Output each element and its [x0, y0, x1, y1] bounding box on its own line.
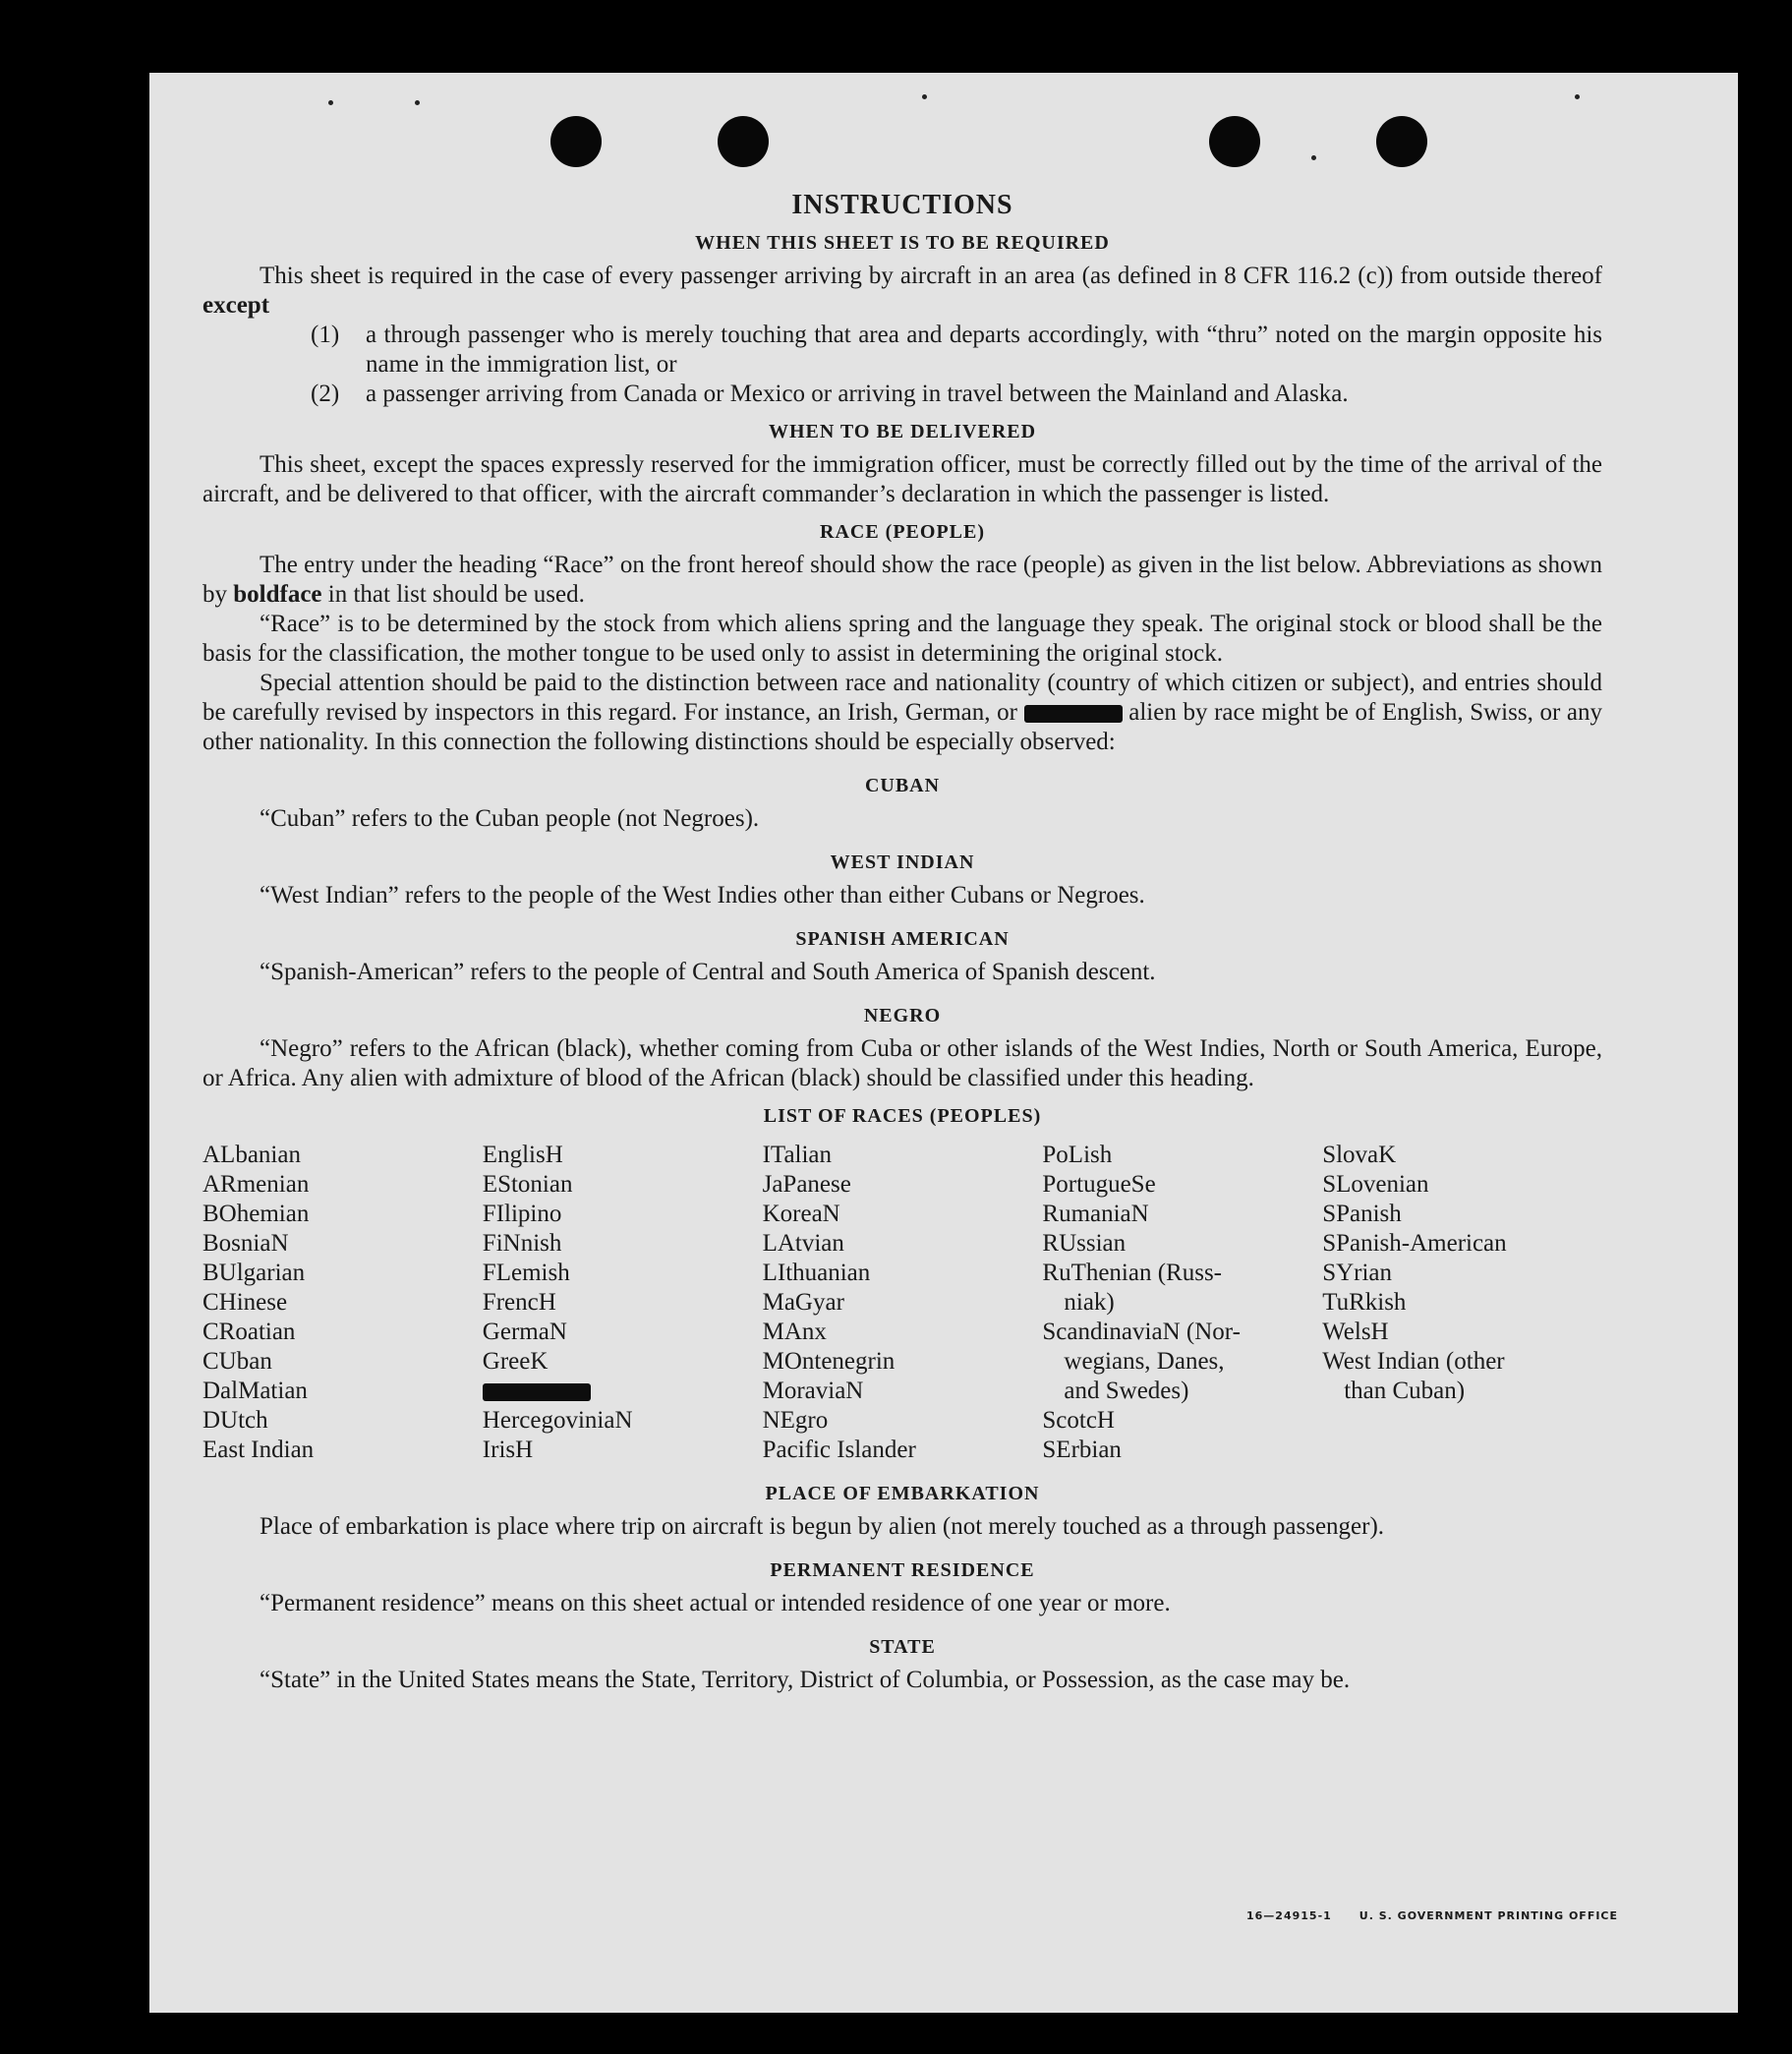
required-intro-text: This sheet is required in the case of every passenger arriving by aircraft in an area (as defined in 8 CFR 116.2 (c)) from outside thereof	[260, 263, 1602, 289]
race-entry: CHinese	[202, 1289, 288, 1316]
negro-text: “Negro” refers to the African (black), whether coming from Cuba or other islands of the West Indies, North or South America, Europe, or Africa. Any alien with admixture of blood of the African (black) should be classified under this heading.	[202, 1035, 1602, 1091]
race-entry: HercegoviniaN	[482, 1407, 633, 1434]
race-entry: MoraviaN	[762, 1378, 864, 1404]
race-entry: BOhemian	[202, 1201, 310, 1227]
race-entry: Pacific Islander	[762, 1437, 916, 1463]
required-intro	[202, 262, 1602, 321]
form-number: 16—24915-1	[1246, 1909, 1332, 1922]
print-footer	[1246, 1909, 1646, 1922]
race-entry: BUlgarian	[202, 1260, 306, 1286]
redaction-mark	[483, 1383, 591, 1401]
race-entry: SErbian	[1042, 1437, 1122, 1463]
race-entry: SPanish-American	[1322, 1230, 1507, 1257]
race-entry: MaGyar	[762, 1289, 844, 1316]
race-paragraph-2: “Race” is to be determined by the stock from which aliens spring and the language they speak. The original stock or blood shall be the basis for the classification, the mother tongue to be used only to assist in determining the original stock.	[202, 611, 1602, 667]
race-entry: ScandinaviaN (Nor-	[1042, 1319, 1241, 1345]
punch-hole	[550, 116, 602, 167]
race-entry: SLovenian	[1322, 1171, 1429, 1198]
heading-west-indian: WEST INDIAN	[830, 851, 975, 873]
race-p3-text: Special attention should be paid to the distinction between race and nationality (country of which citizen or subject), and entries should be carefully revised by inspectors in this regard. For instance, an Irish, German, or	[202, 670, 1602, 726]
speck	[328, 100, 333, 105]
race-entry: ScotcH	[1042, 1407, 1115, 1434]
race-entry: IrisH	[482, 1437, 534, 1463]
heading-permanent-residence: PERMANENT RESIDENCE	[770, 1559, 1035, 1581]
race-entry: LIthuanian	[762, 1260, 871, 1286]
heading-negro: NEGRO	[863, 1005, 942, 1027]
race-entry-continued: wegians, Danes,	[1064, 1348, 1225, 1375]
cuban-text: “Cuban” refers to the Cuban people (not Negroes).	[260, 805, 760, 832]
heading-race: RACE (PEOPLE)	[820, 521, 985, 543]
race-p1-text-end: in that list should be used.	[327, 581, 585, 608]
delivered-text: This sheet, except the spaces expressly reserved for the immigration officer, must be correctly filled out by the time of the arrival of the aircraft, and be delivered to that officer, with the aircraft commander’s declaration in which the passenger is listed.	[202, 451, 1602, 507]
race-entry-continued: than Cuban)	[1344, 1378, 1466, 1404]
races-column-4	[1042, 1141, 1322, 1465]
race-paragraph-1	[202, 551, 1602, 610]
race-entry: MAnx	[762, 1319, 827, 1345]
heading-cuban: CUBAN	[864, 775, 941, 796]
required-item	[202, 321, 1602, 380]
race-entry: PoLish	[1042, 1142, 1113, 1168]
race-entry: SPanish	[1322, 1201, 1402, 1227]
document-sheet	[149, 73, 1738, 2013]
heading-state: STATE	[869, 1636, 936, 1658]
race-entry: FIlipino	[482, 1201, 562, 1227]
race-entry: FiNnish	[482, 1230, 562, 1257]
page-title: INSTRUCTIONS	[791, 190, 1013, 220]
race-entry: CRoatian	[202, 1319, 296, 1345]
race-entry: NEgro	[762, 1407, 829, 1434]
item-number: (2)	[311, 381, 340, 407]
punch-hole	[718, 116, 769, 167]
race-paragraph-3	[202, 669, 1602, 757]
heading-required: WHEN THIS SHEET IS TO BE REQUIRED	[695, 232, 1110, 254]
redaction-mark	[1024, 705, 1123, 723]
speck	[922, 94, 927, 99]
race-entry: East Indian	[202, 1437, 315, 1463]
race-entry: BosniaN	[202, 1230, 289, 1257]
heading-spanish-american: SPANISH AMERICAN	[795, 928, 1010, 950]
race-entry: ARmenian	[202, 1171, 310, 1198]
races-column-1	[202, 1141, 483, 1465]
race-entry-redacted	[483, 1377, 763, 1406]
race-p1-text: The entry under the heading “Race” on the front hereof should show the race (people) as given in the list below. Abbreviations as shown by	[202, 552, 1602, 608]
race-p1-boldface: boldface	[233, 581, 322, 608]
speck	[1311, 155, 1316, 160]
races-column-5	[1322, 1141, 1602, 1465]
embarkation-text: Place of embarkation is place where trip on aircraft is begun by alien (not merely touched as a through passenger).	[260, 1513, 1385, 1540]
punch-hole	[1209, 116, 1260, 167]
race-entry: FrencH	[482, 1289, 556, 1316]
race-entry: ALbanian	[202, 1142, 301, 1168]
races-list	[202, 1141, 1602, 1465]
race-entry: PortugueSe	[1042, 1171, 1156, 1198]
race-entry: GermaN	[482, 1319, 567, 1345]
speck	[1575, 94, 1580, 99]
item-number: (1)	[311, 322, 340, 348]
race-entry: FLemish	[482, 1260, 570, 1286]
speck	[415, 100, 420, 105]
race-entry: MOntenegrin	[762, 1348, 896, 1375]
punch-hole	[1376, 116, 1427, 167]
race-entry: GreeK	[482, 1348, 549, 1375]
race-entry: SYrian	[1322, 1260, 1393, 1286]
heading-list-of-races: LIST OF RACES (PEOPLES)	[763, 1105, 1042, 1127]
race-entry: RuThenian (Russ-	[1042, 1260, 1223, 1286]
heading-embarkation: PLACE OF EMBARKATION	[765, 1483, 1040, 1504]
race-entry: RumaniaN	[1042, 1201, 1149, 1227]
races-column-3	[763, 1141, 1043, 1465]
race-p3-text-end: alien by race might be of English, Swiss, or any other nationality. In this connection the following distinctions should be especially observed:	[202, 699, 1603, 755]
required-item	[202, 380, 1602, 409]
race-entry: CUban	[202, 1348, 272, 1375]
races-column-2	[483, 1141, 763, 1465]
west-indian-text: “West Indian” refers to the people of the West Indies other than either Cubans or Negroes.	[260, 882, 1145, 909]
race-entry: JaPanese	[762, 1171, 851, 1198]
race-entry: TuRkish	[1322, 1289, 1407, 1316]
item-text: a passenger arriving from Canada or Mexico or arriving in travel between the Mainland and Alaska.	[366, 381, 1349, 407]
item-text: a through passenger who is merely touching that area and departs accordingly, with “thru” noted on the margin opposite his name in the immigration list, or	[366, 322, 1602, 378]
race-entry: DalMatian	[202, 1378, 308, 1404]
heading-delivered: WHEN TO BE DELIVERED	[768, 421, 1037, 442]
race-entry: ITalian	[762, 1142, 833, 1168]
race-entry: RUssian	[1042, 1230, 1127, 1257]
state-text: “State” in the United States means the State, Territory, District of Columbia, or Possession, as the case may be.	[260, 1667, 1351, 1693]
race-entry-continued: and Swedes)	[1064, 1378, 1189, 1404]
spanish-american-text: “Spanish-American” refers to the people of Central and South America of Spanish descent.	[260, 959, 1156, 985]
race-entry: KoreaN	[762, 1201, 840, 1227]
instructions-content	[202, 191, 1602, 1695]
race-entry: WelsH	[1322, 1319, 1389, 1345]
required-intro-except: except	[202, 292, 270, 319]
race-entry: EStonian	[482, 1171, 573, 1198]
race-entry-continued: niak)	[1064, 1289, 1115, 1316]
race-entry: SlovaK	[1322, 1142, 1397, 1168]
race-entry: West Indian (other	[1322, 1348, 1505, 1375]
race-entry: DUtch	[202, 1407, 268, 1434]
printer-credit: U. S. GOVERNMENT PRINTING OFFICE	[1358, 1909, 1619, 1922]
race-entry: LAtvian	[762, 1230, 844, 1257]
residence-text: “Permanent residence” means on this sheet actual or intended residence of one year or more.	[260, 1590, 1171, 1616]
race-entry: EnglisH	[482, 1142, 563, 1168]
